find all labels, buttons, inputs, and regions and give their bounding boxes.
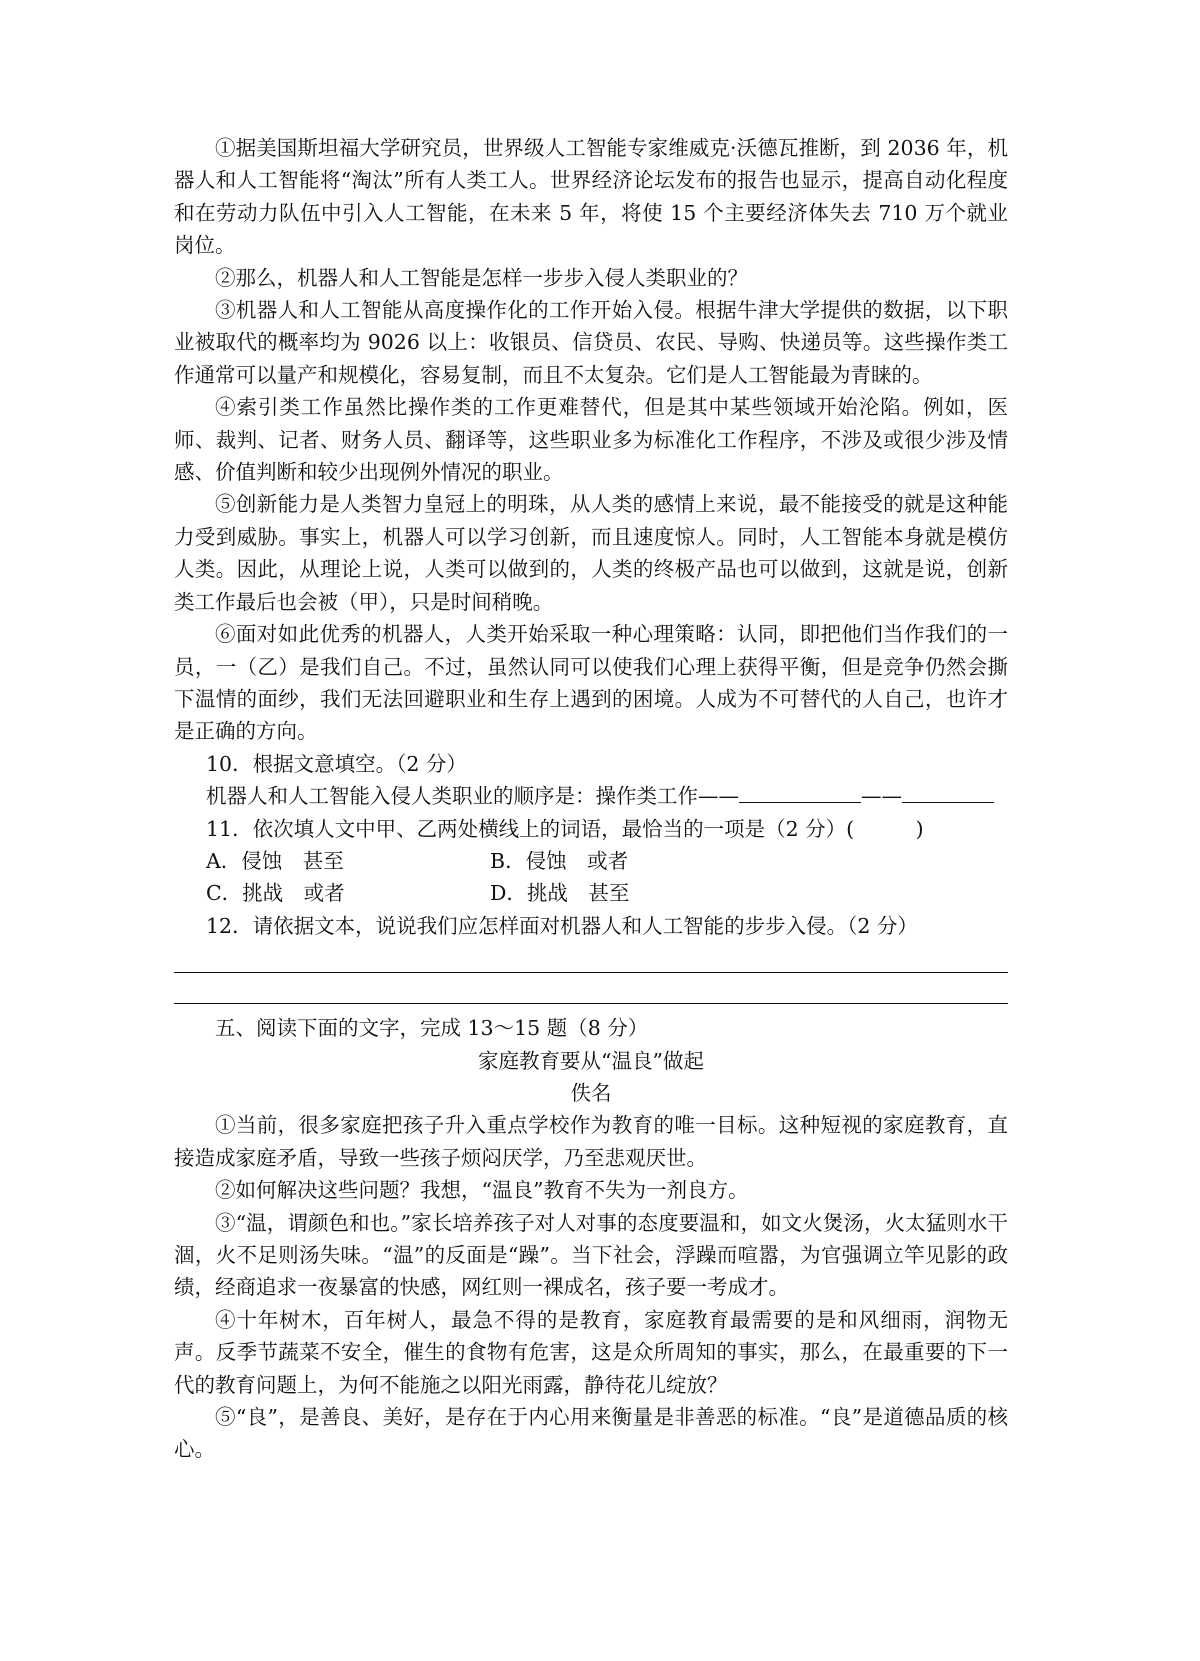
passage-a-paragraph-2: ②那么，机器人和人工智能是怎样一步步入侵人类职业的？ [215,265,748,290]
question-11-title: 11．依次填人文中甲、乙两处横线上的词语，最恰当的一项是（2 分）( ) [206,816,924,841]
answer-line-2[interactable] [174,973,1008,1004]
question-10-title: 10．根据文意填空。（2 分） [206,751,467,776]
exam-page [174,132,1008,1466]
answer-blank-2[interactable] [902,784,994,803]
section-5-title: 五、阅读下面的文字，完成 13～15 题（8 分） [215,1016,649,1041]
passage-b-paragraph-2: ②如何解决这些问题？我想，“温良”教育不失为一剂良方。 [215,1178,749,1203]
passage-a-paragraph-3: ③机器人和人工智能从高度操作化的工作开始入侵。根据牛津大学提供的数据，以下职业被取代的概率均为 9026 以上：收银员、信贷员、农民、导购、快递员等。这些操作类工作通常可以量产和规模化，容易复制，而且不太复杂。它们是人工智能最为青睐的。 [174,298,1008,387]
question-11-options [206,845,1008,910]
passage-b-paragraph-3: ③“温，谓颜色和也。”家长培养孩子对人对事的态度要温和，如文火煲汤，火太猛则水干涸，火不足则汤失味。“温”的反面是“躁”。当下社会，浮躁而喧嚣，为官强调立竿见影的政绩，经商追求一夜暴富的快感，网红则一裸成名，孩子要一考成才。 [174,1210,1008,1300]
passage-a-paragraph-4: ④索引类工作虽然比操作类的工作更难替代，但是其中某些领域开始沦陷。例如，医师、裁判、记者、财务人员、翻译等，这些职业多为标准化工作程序，不涉及或很少涉及情感、价值判断和较少出现例外情况的职业。 [174,395,1008,485]
passage-b-paragraph-4: ④十年树木，百年树人，最急不得的是教育，家庭教育最需要的是和风细雨，润物无声。反季节蔬菜不安全，催生的食物有危害，这是众所周知的事实，那么，在最重要的下一代的教育问题上，为何不能施之以阳光雨露，静待花儿绽放？ [174,1307,1008,1397]
question-10-prompt-row [165,780,1008,812]
question-10-prompt: 机器人和人工智能入侵人类职业的顺序是：操作类工作—— [206,784,739,809]
option-d[interactable]: D．挑战 甚至 [490,881,630,906]
passage-b-paragraph-5: ⑤“良”，是善良、美好，是存在于内心用来衡量是非善恶的标准。“良”是道德品质的核心。 [174,1405,1008,1462]
passage-a-paragraph-6: ⑥面对如此优秀的机器人，人类开始采取一种心理策略：认同，即把他们当作我们的一员，一（乙）是我们自己。不过，虽然认同可以使我们心理上获得平衡，但是竞争仍然会撕下温情的面纱，我们无法回避职业和生存上遇到的困境。人成为不可替代的人自己，也许才是正确的方向。 [174,622,1008,744]
questions-block [174,748,1008,942]
passage-a-paragraph-1: ①据美国斯坦福大学研究员，世界级人工智能专家维威克·沃德瓦推断，到 2036 年，机器人和人工智能将“淘汰”所有人类工人。世界经济论坛发布的报告也显示，提高自动化程度和在劳动力队伍中引入人工智能，在未来 5 年，将使 15 个主要经济体失去 710 万个就业岗位。 [174,136,1008,258]
passage-a-paragraph-5: ⑤创新能力是人类智力皇冠上的明珠，从人类的感情上来说，最不能接受的就是这种能力受到威胁。事实上，机器人可以学习创新，而且速度惊人。同时，人工智能本身就是模仿人类。因此，从理论上说，人类可以做到的，人类的终极产品也可以做到，这就是说，创新类工作最后也会被（甲），只是时间稍晚。 [174,492,1008,614]
option-c[interactable]: C．挑战 或者 [206,881,345,906]
article-title: 家庭教育要从“温良”做起 [478,1048,704,1073]
question-10-dash: —— [861,784,902,809]
passage-b-paragraph-1: ①当前，很多家庭把孩子升入重点学校作为教育的唯一目标。这种短视的家庭教育，直接造成家庭矛盾，导致一些孩子烦闷厌学，乃至悲观厌世。 [174,1113,1008,1170]
article-author: 佚名 [570,1080,612,1105]
question-12-title: 12．请依据文本，说说我们应怎样面对机器人和人工智能的步步入侵。（2 分） [206,913,918,938]
option-a[interactable]: A．侵蚀 甚至 [206,848,344,873]
answer-line-1[interactable] [174,942,1008,973]
option-b[interactable]: B．侵蚀 或者 [490,848,629,873]
answer-blank-1[interactable] [739,784,861,803]
